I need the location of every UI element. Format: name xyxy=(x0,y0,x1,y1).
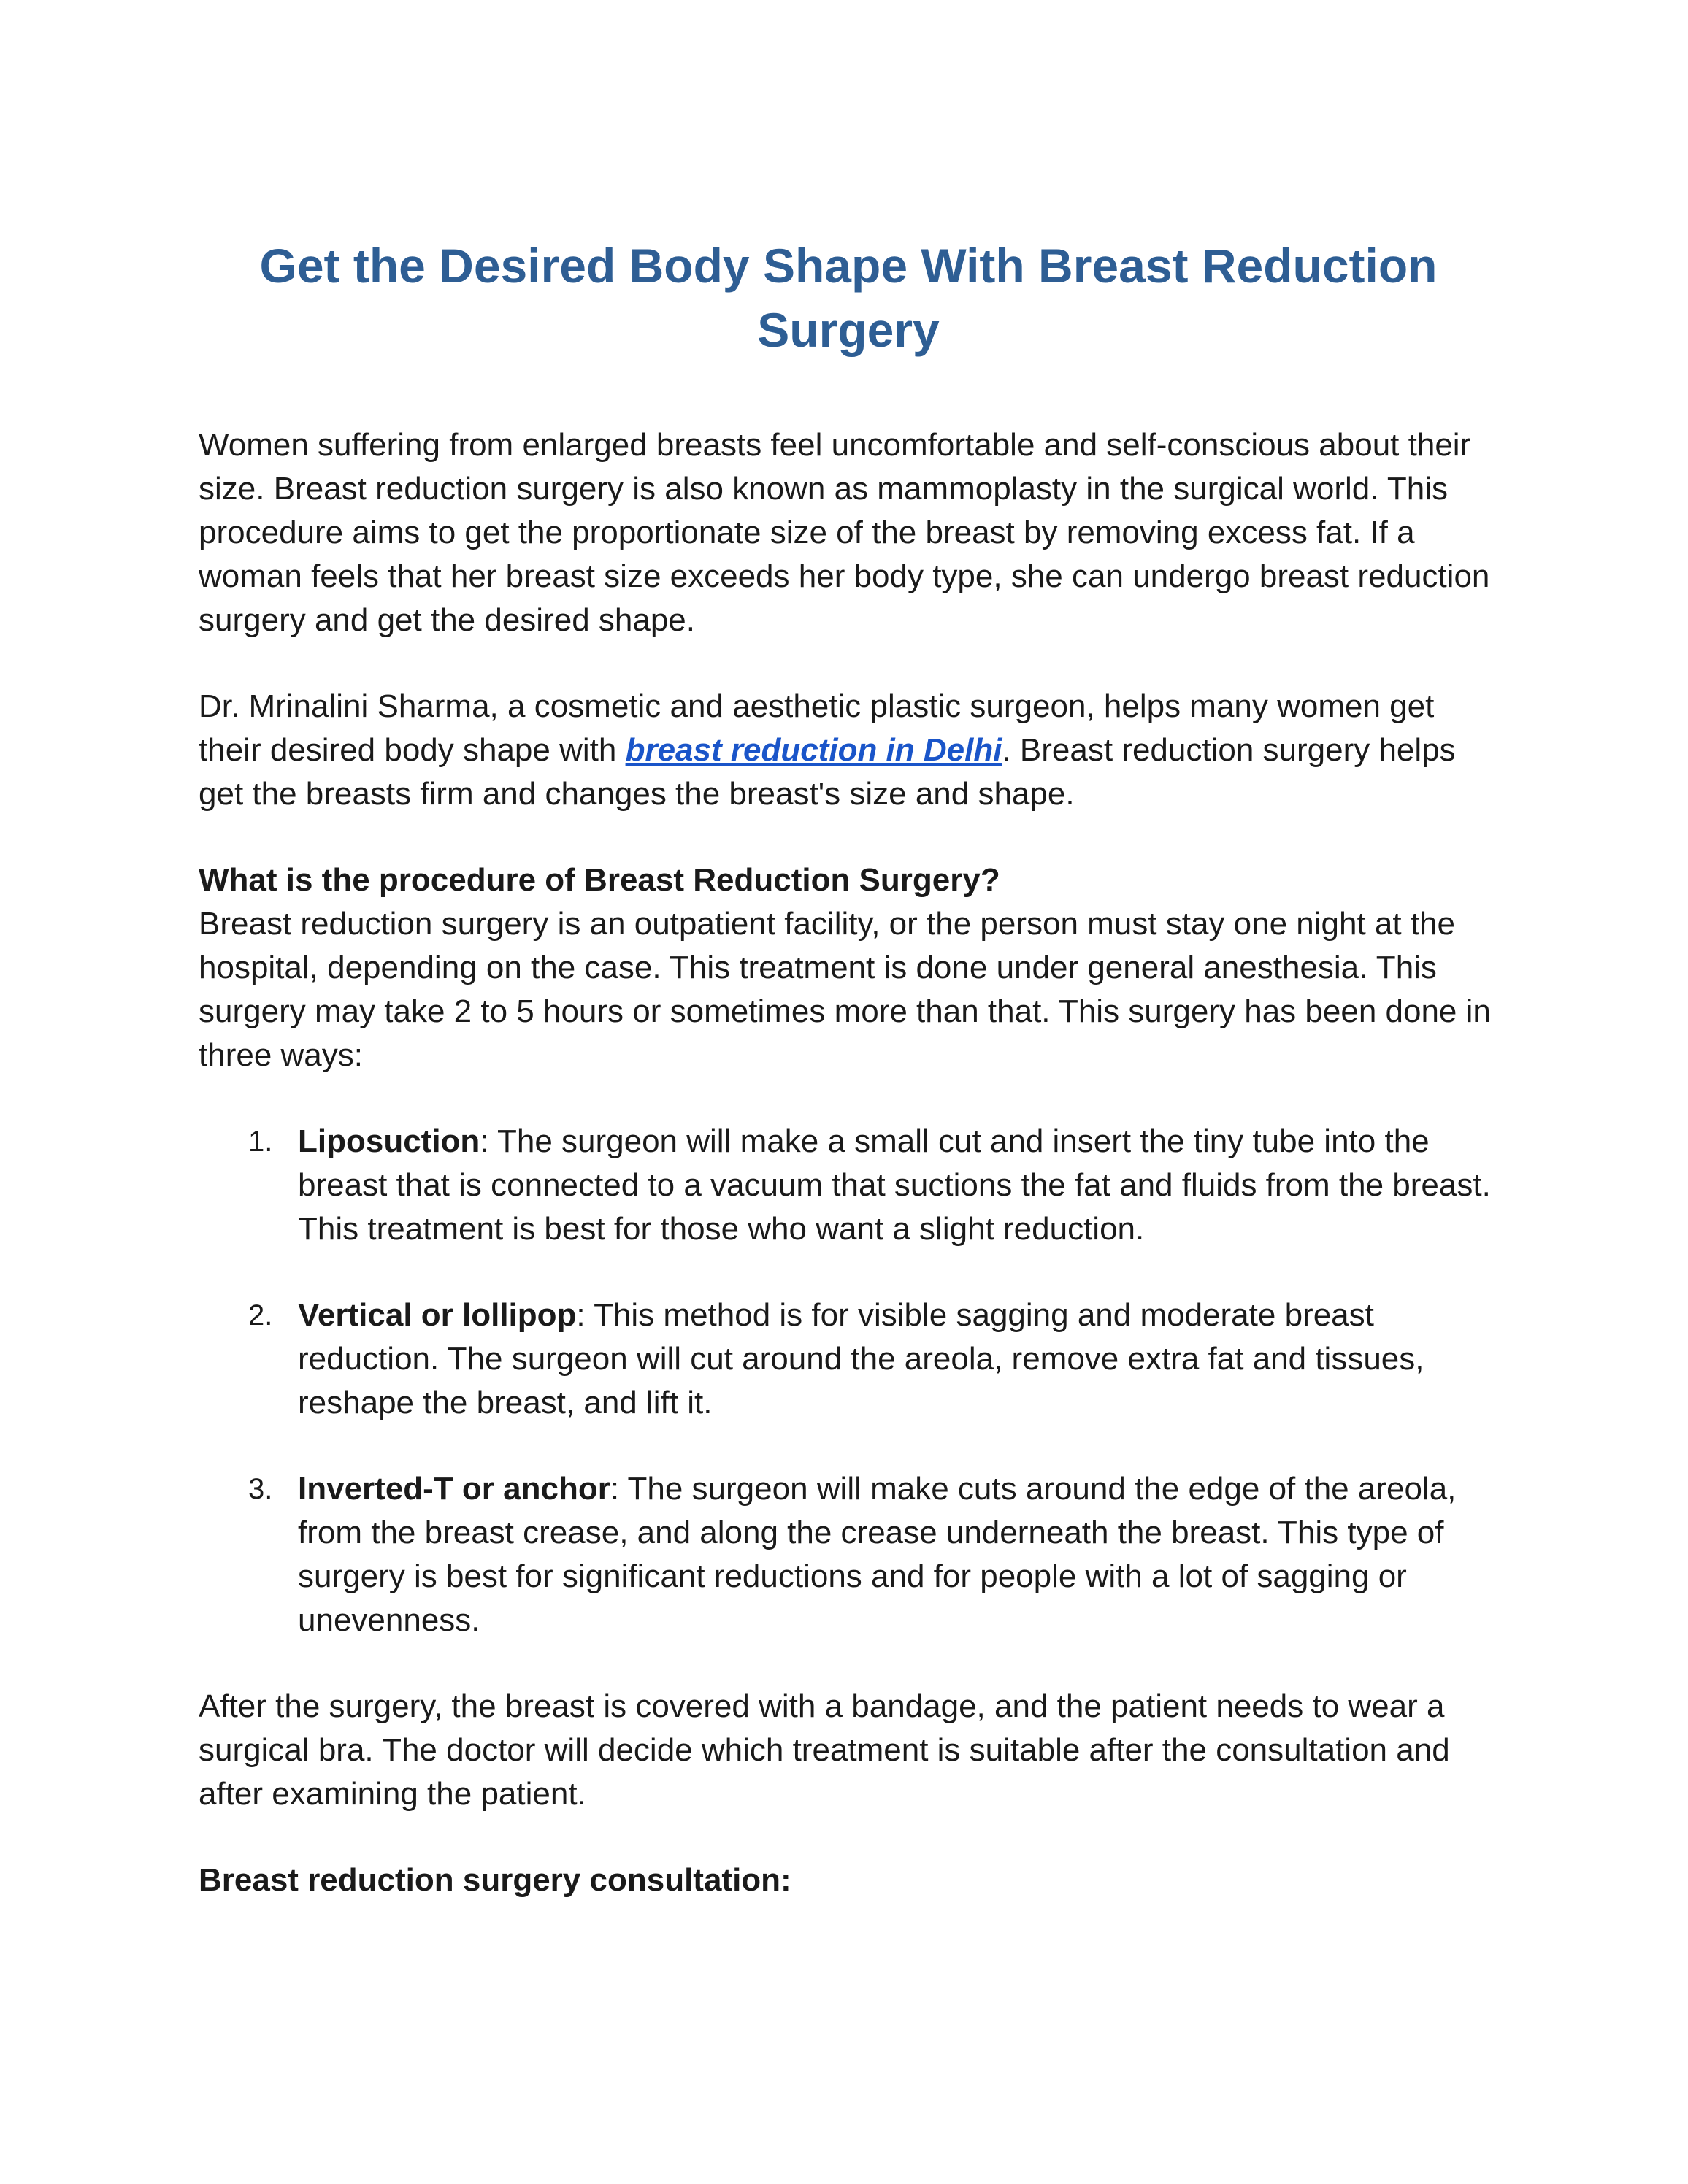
method-description: : This method is for visible sagging and moderate breast reduction. The surgeon will cut around the areola, remove extra fat and tissues, reshape the breast, and lift it. xyxy=(298,1297,1424,1420)
breast-reduction-delhi-link[interactable]: breast reduction in Delhi xyxy=(625,732,1002,768)
list-item-number: 2. xyxy=(248,1299,273,1331)
method-description: : The surgeon will make cuts around the edge of the areola, from the breast crease, and along the crease underneath the breast. This type of surgery is best for significant reductions and for people with a lot of sagging or unevenness. xyxy=(298,1471,1457,1638)
list-item xyxy=(199,1467,1498,1642)
consultation-heading: Breast reduction surgery consultation: xyxy=(199,1862,791,1898)
method-term-liposuction: Liposuction xyxy=(298,1123,480,1159)
procedure-paragraph: Breast reduction surgery is an outpatient facility, or the person must stay one night at the hospital, depending on the case. This treatment is done under general anesthesia. This surgery may take 2 to 5 hours or sometimes more than that. This surgery has been done in three ways: xyxy=(199,906,1491,1073)
doctor-text-before-link: Dr. Mrinalini Sharma, a cosmetic and aesthetic plastic surgeon, helps many women get their desired body shape with xyxy=(199,688,1435,768)
method-description: : The surgeon will make a small cut and insert the tiny tube into the breast that is connected to a vacuum that suctions the fat and fluids from the breast. This treatment is best for those who want a slight reduction. xyxy=(298,1123,1491,1247)
list-item-number: 3. xyxy=(248,1473,273,1505)
list-item xyxy=(199,1293,1498,1425)
doctor-text-after-link: . Breast reduction surgery helps get the breasts firm and changes the breast's size and shape. xyxy=(199,732,1456,812)
list-item-number: 1. xyxy=(248,1126,273,1158)
methods-list xyxy=(199,1120,1498,1642)
doctor-paragraph xyxy=(199,685,1498,816)
document-page xyxy=(199,234,1498,1902)
method-term-inverted-t-anchor: Inverted-T or anchor xyxy=(298,1471,610,1507)
after-surgery-paragraph: After the surgery, the breast is covered with a bandage, and the patient needs to wear a surgical bra. The doctor will decide which treatment is suitable after the consultation and after examining the patient. xyxy=(199,1688,1450,1812)
page-title: Get the Desired Body Shape With Breast Reduction Surgery xyxy=(259,239,1438,357)
method-term-vertical-lollipop: Vertical or lollipop xyxy=(298,1297,577,1333)
intro-paragraph: Women suffering from enlarged breasts feel uncomfortable and self-conscious about their size. Breast reduction surgery is also known as mammoplasty in the surgical world. This procedure aims to get the proportionate size of the breast by removing excess fat. If a woman feels that her breast size exceeds her body type, she can undergo breast reduction surgery and get the desired shape. xyxy=(199,427,1490,638)
list-item xyxy=(199,1120,1498,1251)
procedure-heading: What is the procedure of Breast Reduction Surgery? xyxy=(199,862,1000,898)
